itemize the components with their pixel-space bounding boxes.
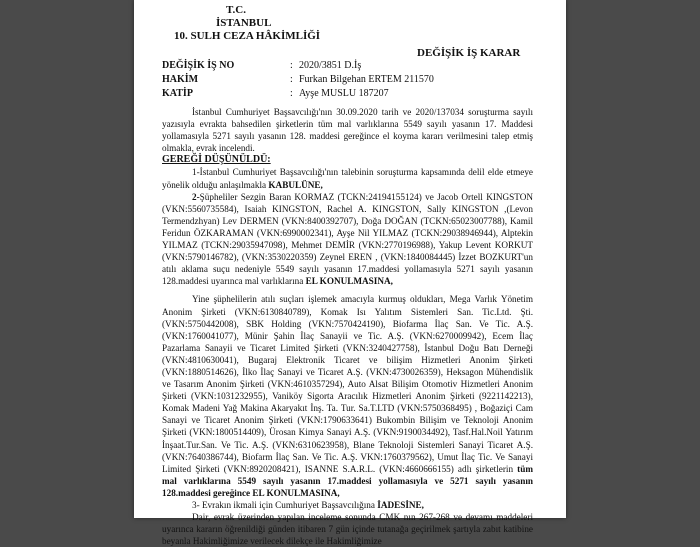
meta-colon: :	[290, 74, 293, 85]
meta-key: KATİP	[162, 88, 193, 99]
paragraph-3	[162, 293, 533, 499]
paragraph-3-bold: tüm mal varlıklarına 5549 sayılı yasanın 17.maddesi yollamasıyla ve 5271 sayılı yasanın 128.maddesi gereğince EL KONULMASINA,	[162, 463, 533, 498]
meta-colon: :	[290, 60, 293, 71]
section-heading: GEREĞİ DÜŞÜNÜLDÜ:	[162, 154, 271, 166]
item-2-bold: EL KONULMASINA,	[305, 276, 393, 287]
document-body	[162, 106, 533, 547]
meta-value: Ayşe MUSLU 187207	[299, 88, 389, 99]
paragraph-4: Dair, evrak üzerinden yapılan inceleme sonunda CMK nın 267-268 ve devamı maddeleri uyarınca kararın öğrenildiği günden itibaren 7 gün içinde tutanağa geçirilmek şartıyla zabıt katibine beyanla Hakimliğimize verilecek dilekçe ile Hakimliğimize	[162, 512, 533, 547]
intro-paragraph: İstanbul Cumhuriyet Başsavcılığı'nın 30.09.2020 tarih ve 2020/137034 soruşturma sayılı yazısıyla evrakta bahsedilen şirketlerin tüm mal varlıklarına 5549 sayılı yasanın 17. Maddesi yollamasıyla 5271 sayılı yasanın 128. maddesi gereğince el koyma kararı verilmesini talep etmiş olmakla, evrak incelendi.	[162, 107, 533, 154]
paragraph-3-text: Yine şüphelilerin atılı suçları işlemek amacıyla kurmuş oldukları, Mega Varlık Yönetim Anonim Şirketi (VKN:6130840789), Komak Isı Yalıtım Sistemleri San. Tic.Ltd. Şti. (VKN:5750442008), SBK Holding (VKN:7570424190), Biofarma İlaç San. Ve Tic. A.Ş. (VKN:1760041077), Münir Şahin İlaç Sanayii ve Tic. A.Ş. (VKN:6270009942), Ecem İlaç Pazarlama Sanayii ve Ticaret Limited Şirketi (VKN:3240427758), İstanbul Doğu Batı Derneği (VKN:4810630041), Bugaraj Elektronik Ticaret ve bilişim Hizmetleri Anonim Şirketi (VKN:1880514626), İlko İlaç Sanayi ve Ticaret A.Ş. (VKN:4730026359), Heksagon Mühendislik ve Tasarım Anonim Şirketi (VKN:4610357294), Auto Alsat Bilişim Otomotiv Hizmetleri Anonim Şirketi (VKN:1031232955), Vaniköy Sigorta Aracılık Hizmetleri Anonim Şirketi (9221142213), Komak Madeni Yağ Makina Akaryakıt İnş. Ta. Tur. Sa.T.LTD (VKN:5750368495) , Boğaziçi Cam Sanayi ve Ticaret Anonim Şirketi (VKN:1790633641) Bukombin Bilişim ve Teknoloji Anonim Şirketi (VKN:1800514409), Ürosan Kimya Sanayi A.Ş. (VKN:9190034492), Tasf.Hal.Noil Yatırım İnşaat.Tur.San. Ve Tic. A.Ş. (VKN:6310623958), Blane Teknoloji Sistemleri Sanayi Ticaret A.Ş. (VKN:7640386744), Biofarm İlaç San. Ve Tic. A.Ş. VKN:1760379562), Umut İlaç Tic. Ve Sanayi Limited Şirketi (VKN:8920208421), ISANNE S.A.R.L. (VKN:4660666155) adlı şirketlerin	[162, 294, 533, 474]
item-1-text: 1-İstanbul Cumhuriyet Başsavcılığı'nın talebinin soruşturma kapsamında delil elde etmeye yönelik olduğu anlaşılmakla	[162, 167, 533, 190]
item-2	[162, 191, 533, 288]
item-3-text: 3- Evrakın ikmali için Cumhuriyet Başsavcılığına	[192, 500, 378, 510]
document-page	[134, 0, 566, 547]
item-2-number: 2-	[192, 191, 200, 202]
meta-key: HAKİM	[162, 74, 199, 85]
item-1-bold: KABULÜNE,	[268, 179, 323, 190]
header-city: İSTANBUL	[216, 17, 272, 29]
item-3-bold: İADESİNE,	[377, 500, 424, 510]
meta-value: 2020/3851 D.İş	[299, 60, 362, 71]
item-1	[162, 166, 533, 190]
header-court: 10. SULH CEZA HÂKİMLİĞİ	[174, 30, 321, 42]
meta-value: Furkan Bilgehan ERTEM 211570	[299, 74, 434, 85]
item-3	[162, 499, 533, 511]
meta-key: DEĞİŞİK İŞ NO	[162, 60, 235, 71]
item-2-text: Şüpheliler Sezgin Baran KORMAZ (TCKN:24194155124) ve Jacob Ortell KINGSTON (VKN:5560735584), Isaiah KINGSTON, Rachel A. KINGSTON, Sally KINGSTON ,(Levon Termendzhyan) Lev DERMEN (VKN:8400392707), Doğa DOĞAN (TCKN:65023007788), Kamil Feridun ÖZKARAMAN (VKN:6990002341), Ayşe Nil YILMAZ (TCKN:29038946944), Alptekin YILMAZ (TCKN:29035947098), Mehmet DEMİR (VKN:2770196988), Yakup Levent KORKUT (VKN:5790146782), (VKN:3530220359) Zeynel EREN , (VKN:1840084445) İzzet BOZKURT'un atılı aklama suçu nedeniyle 5549 sayılı yasanın 17.maddesi yollamasıyla 5271 sayılı yasanın 128.maddesi uyarınca mal varlıklarına	[162, 191, 533, 287]
header-tc: T.C.	[226, 4, 246, 16]
meta-colon: :	[290, 88, 293, 99]
decision-type: DEĞİŞİK İŞ KARAR	[417, 47, 521, 59]
